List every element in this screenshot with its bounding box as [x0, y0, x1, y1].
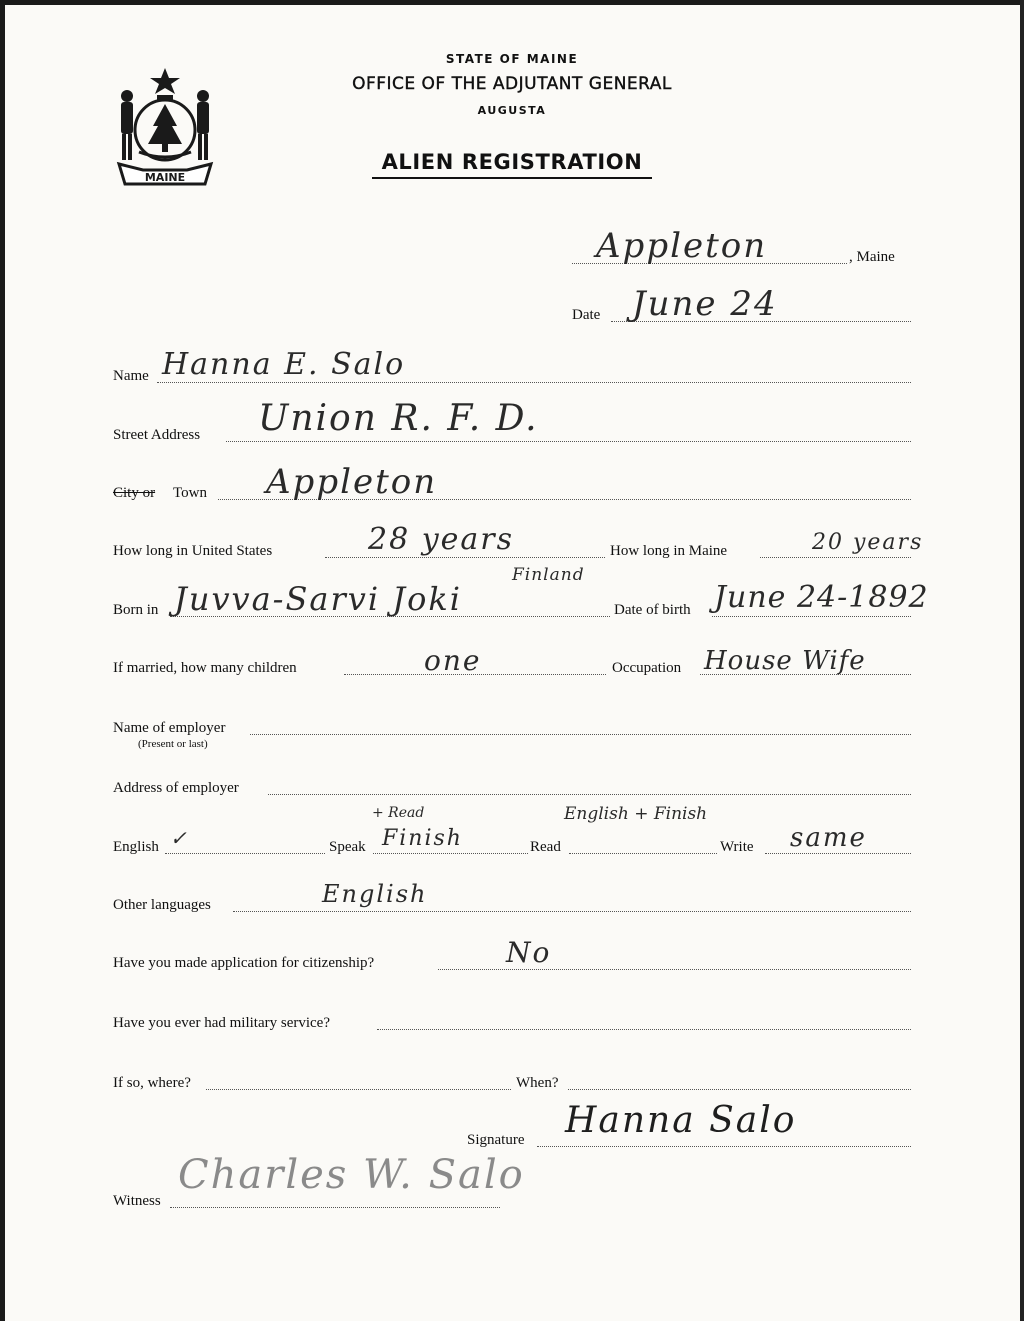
occupation-label: Occupation	[612, 660, 682, 676]
read-label: Read	[530, 839, 561, 855]
speak-note-value: + Read	[372, 805, 425, 821]
children-value: one	[424, 644, 482, 677]
date-of-birth-value: June 24-1892	[714, 580, 929, 615]
name-value: Hanna E. Salo	[162, 347, 406, 382]
title-underline	[372, 177, 652, 179]
signature-label: Signature	[467, 1132, 525, 1148]
write-value: same	[790, 823, 867, 853]
speak-line	[373, 853, 528, 854]
header-state: STATE OF MAINE	[445, 52, 579, 66]
read-line	[569, 853, 717, 854]
date-of-birth-label: Date of birth	[614, 602, 691, 618]
write-label: Write	[720, 839, 754, 855]
born-in-value: Juvva-Sarvi Joki	[174, 580, 462, 618]
where-label: If so, where?	[113, 1075, 191, 1091]
date-value: June 24	[632, 284, 778, 324]
occupation-value: House Wife	[704, 646, 866, 676]
town-label: Town	[173, 485, 207, 501]
english-check-value: ✓	[170, 826, 189, 850]
scan-edge-left	[0, 0, 5, 1321]
employer-name-label: Name of employer	[113, 720, 226, 736]
write-line	[765, 853, 911, 854]
how-long-maine-line	[760, 557, 911, 558]
employer-address-line	[268, 794, 911, 795]
read-value: English + Finish	[564, 804, 708, 824]
how-long-maine-label: How long in Maine	[610, 543, 728, 559]
how-long-maine-value: 20 years	[812, 530, 924, 555]
street-address-line	[226, 441, 911, 442]
english-line	[165, 853, 325, 854]
military-label: Have you ever had military service?	[113, 1015, 330, 1031]
when-label: When?	[516, 1075, 559, 1091]
name-line	[157, 382, 911, 383]
where-line	[206, 1089, 511, 1090]
citizenship-value: No	[506, 936, 552, 969]
employer-name-line	[250, 734, 911, 735]
maine-label: , Maine	[849, 249, 895, 265]
military-line	[377, 1029, 911, 1030]
born-in-label: Born in	[113, 602, 159, 618]
date-label: Date	[572, 307, 601, 323]
citizenship-label: Have you made application for citizenship?	[113, 955, 375, 971]
english-label: English	[113, 839, 159, 855]
how-long-us-value: 28 years	[368, 522, 515, 557]
name-label: Name	[113, 368, 149, 384]
street-address-label: Street Address	[113, 427, 201, 443]
other-languages-label: Other languages	[113, 897, 211, 913]
other-languages-value: English	[322, 880, 428, 908]
witness-line	[170, 1207, 500, 1208]
speak-value: Finish	[382, 826, 463, 851]
when-line	[568, 1089, 911, 1090]
city-label-struck: City or	[113, 485, 156, 501]
header-city: AUGUSTA	[477, 104, 547, 117]
street-address-value: Union R. F. D.	[258, 398, 539, 439]
signature-line	[537, 1146, 911, 1147]
signature-value: Hanna Salo	[565, 1100, 797, 1141]
other-languages-line	[233, 911, 911, 912]
header-office: OFFICE OF THE ADJUTANT GENERAL	[352, 74, 672, 94]
seal-banner-text: MAINE	[144, 171, 186, 184]
witness-value: Charles W. Salo	[178, 1152, 525, 1198]
scan-edge-right	[1020, 0, 1024, 1321]
employer-name-note: (Present or last)	[138, 738, 208, 750]
form-title: ALIEN REGISTRATION	[381, 150, 643, 174]
children-label: If married, how many children	[113, 660, 297, 676]
town-value: Appleton	[266, 462, 438, 502]
how-long-us-line	[325, 557, 605, 558]
town-top-value: Appleton	[596, 226, 768, 266]
scan-edge-top	[0, 0, 1024, 5]
citizenship-line	[438, 969, 911, 970]
employer-address-label: Address of employer	[113, 780, 239, 796]
born-country-value: Finland	[512, 565, 585, 585]
how-long-us-label: How long in United States	[113, 543, 273, 559]
speak-label: Speak	[329, 839, 366, 855]
date-of-birth-line	[712, 616, 911, 617]
witness-label: Witness	[113, 1193, 161, 1209]
